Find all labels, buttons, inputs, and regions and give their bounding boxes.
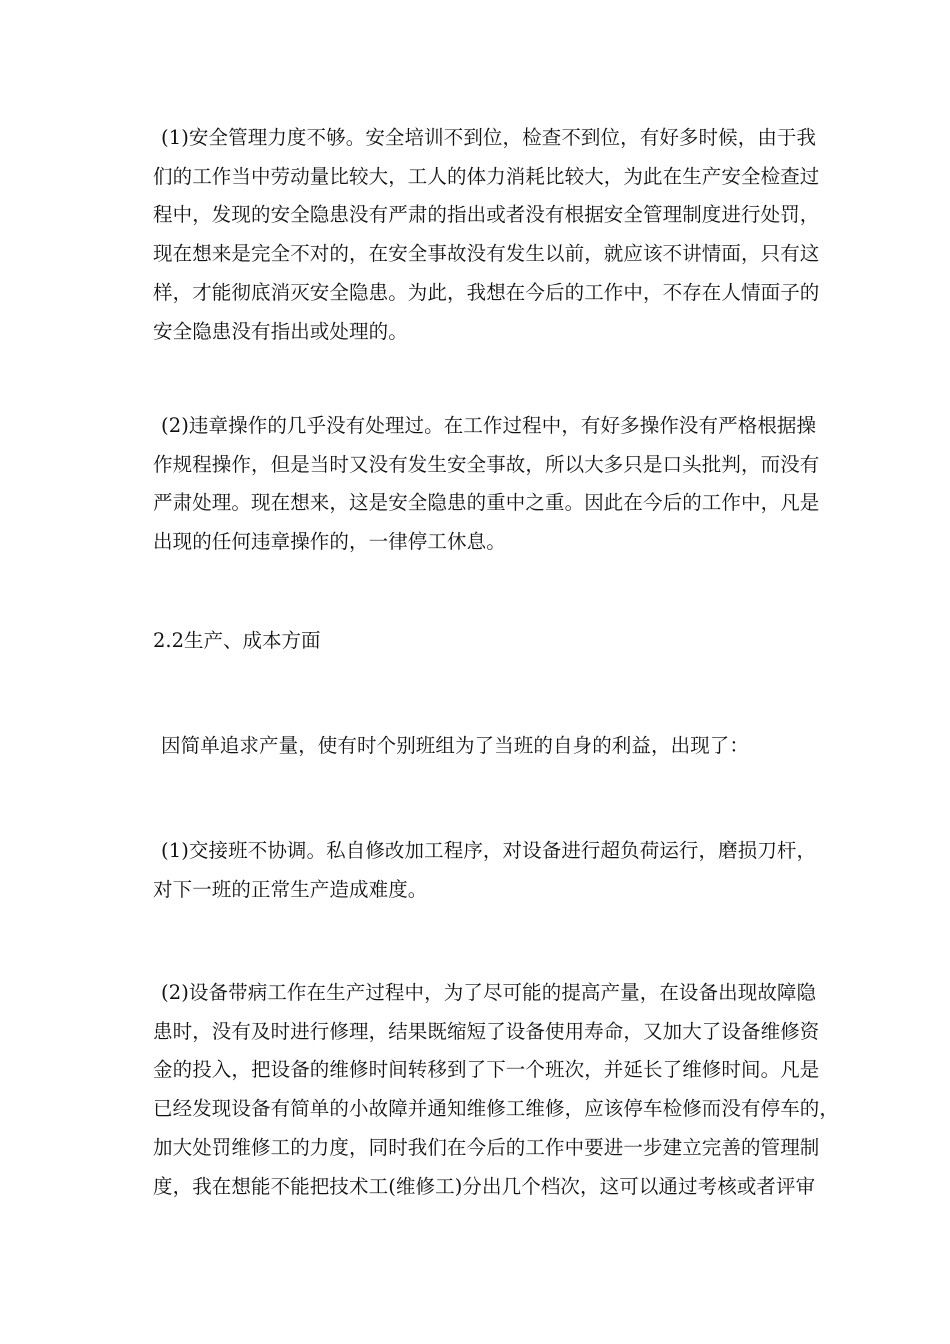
- text-line: 加大处罚维修工的力度，同时我们在今后的工作中要进一步建立完善的管理制: [153, 1135, 820, 1159]
- text-line: 严肃处理。现在想来，这是安全隐患的重中之重。因此在今后的工作中，凡是: [153, 491, 820, 515]
- text-line: 样，才能彻底消灭安全隐患。为此，我想在今后的工作中，不存在人情面子的: [153, 280, 820, 304]
- text-line: 作规程操作，但是当时又没有发生安全事故，所以大多只是口头批判，而没有: [153, 452, 820, 476]
- text-line: 对下一班的正常生产造成难度。: [153, 877, 428, 901]
- text-line: 患时，没有及时进行修理，结果既缩短了设备使用寿命，又加大了设备维修资: [153, 1019, 820, 1043]
- text-line: 出现的任何违章操作的，一律停工休息。: [153, 530, 506, 554]
- paragraph-violation-handling: [145, 407, 820, 562]
- text-line: 安全隐患没有指出或处理的。: [153, 319, 408, 343]
- text-line: (2)违章操作的几乎没有处理过。在工作过程中，有好多操作没有严格根据操: [161, 414, 817, 437]
- paragraph-shift-handover: [145, 832, 817, 909]
- text-line: (1)交接班不协调。私自修改加工程序，对设备进行超负荷运行，磨损刀杆，: [161, 839, 817, 862]
- text-line: 程中，发现的安全隐患没有严肃的指出或者没有根据安全管理制度进行处罚，: [153, 203, 820, 227]
- text-line: 因简单追求产量，使有时个别班组为了当班的自身的利益，出现了：: [161, 734, 750, 757]
- text-line: 金的投入，把设备的维修时间转移到了下一个班次，并延长了维修时间。凡是: [153, 1058, 820, 1082]
- text-line: 们的工作当中劳动量比较大，工人的体力消耗比较大，为此在生产安全检查过: [153, 164, 820, 188]
- text-line: (1)安全管理力度不够。安全培训不到位，检查不到位，有好多时候，由于我: [161, 126, 817, 149]
- text-line: 已经发现设备有简单的小故障并通知维修工维修，应该停车检修而没有停车的，: [153, 1097, 840, 1121]
- section-heading: 2.2生产、成本方面: [153, 629, 321, 652]
- paragraph-equipment-maintenance: [145, 974, 840, 1206]
- paragraph-safety-management: [145, 119, 820, 351]
- paragraph-production-intro: [145, 727, 810, 766]
- text-line: 度，我在想能不能把技术工(维修工)分出几个档次，这可以通过考核或者评审: [153, 1174, 816, 1198]
- text-line: 现在想来是完全不对的，在安全事故没有发生以前，就应该不讲情面，只有这: [153, 242, 820, 266]
- text-line: (2)设备带病工作在生产过程中，为了尽可能的提高产量，在设备出现故障隐: [161, 981, 817, 1004]
